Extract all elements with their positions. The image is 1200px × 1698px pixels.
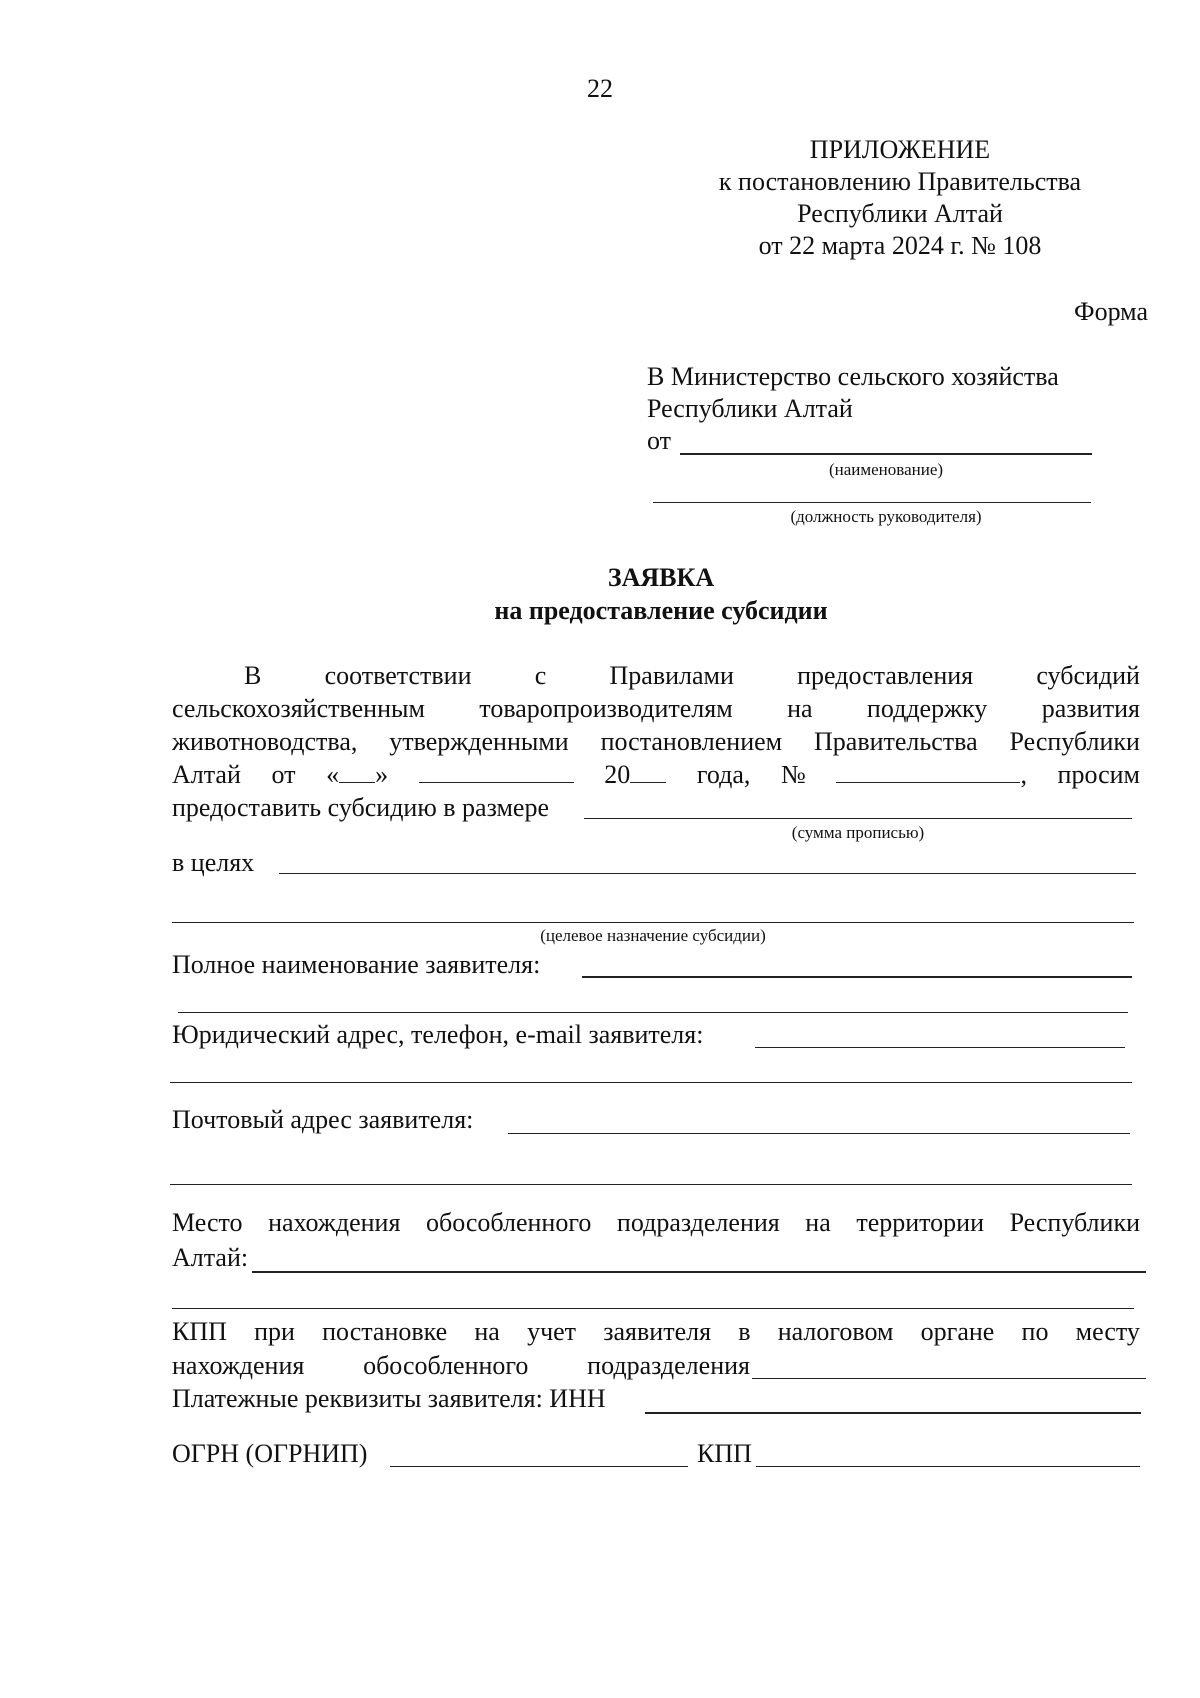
applicant-name-field-line[interactable]: [680, 453, 1092, 455]
word: соответствии: [324, 661, 472, 690]
quote-close: »: [375, 760, 389, 789]
word: Республики: [1009, 727, 1140, 756]
word: субсидий: [1036, 661, 1140, 690]
word: товаропроизводителям: [479, 694, 733, 723]
word: года,: [696, 760, 751, 789]
word: поддержку: [866, 694, 988, 723]
ogrn-field-line[interactable]: [390, 1466, 688, 1467]
position-caption: (должность руководителя): [790, 507, 982, 526]
full-name-field-line[interactable]: [582, 976, 1132, 978]
document-title: ЗАЯВКА: [607, 563, 715, 592]
word: налоговом: [777, 1317, 894, 1346]
postal-address-field-line[interactable]: [508, 1133, 1130, 1134]
word: по: [1021, 1317, 1049, 1346]
resolution-number-field[interactable]: [836, 760, 1020, 783]
day-field[interactable]: [339, 760, 375, 783]
paragraph-line-4: [172, 760, 1140, 790]
paragraph-line-3: [172, 727, 1140, 757]
appendix-title: ПРИЛОЖЕНИЕ: [809, 135, 991, 164]
location-end: Алтай:: [172, 1243, 249, 1272]
appendix-line-3: от 22 марта 2024 г. № 108: [758, 231, 1042, 260]
paragraph-line-5: предоставить субсидию в размере: [172, 793, 550, 822]
word: на: [805, 1208, 831, 1237]
postal-address-label: Почтовый адрес заявителя:: [172, 1105, 474, 1134]
word: просим: [1057, 760, 1140, 789]
word: предоставления: [797, 661, 974, 690]
word: обособленного: [363, 1351, 529, 1380]
word: развития: [1041, 694, 1140, 723]
day-group: [326, 760, 388, 790]
month-field[interactable]: [419, 760, 574, 783]
inn-field-line[interactable]: [645, 1412, 1141, 1414]
appendix-line-2: Республики Алтай: [797, 199, 1003, 228]
form-label: Форма: [1074, 297, 1148, 326]
kpp-line-1: [172, 1317, 1140, 1347]
word: обособленного: [426, 1208, 592, 1237]
word: в: [738, 1317, 751, 1346]
location-field-line[interactable]: [252, 1271, 1146, 1273]
number-sign: №: [781, 760, 806, 789]
full-name-field-line-2[interactable]: [178, 1012, 1128, 1013]
number-group: [836, 760, 1027, 790]
word: животноводства,: [172, 727, 358, 756]
word: нахождения: [268, 1208, 401, 1237]
location-line-1: [172, 1208, 1140, 1238]
kpp-line-2: [172, 1351, 750, 1381]
legal-address-label: Юридический адрес, телефон, e-mail заявителя:: [172, 1020, 704, 1049]
word: утвержденными: [389, 727, 569, 756]
paragraph-line-2: [172, 694, 1140, 724]
word: Республики: [1009, 1208, 1140, 1237]
amount-field-line[interactable]: [584, 818, 1132, 819]
word: месту: [1075, 1317, 1140, 1346]
name-caption: (наименование): [828, 460, 944, 479]
addressee-line-2: Республики Алтай: [647, 394, 853, 423]
word: на: [474, 1317, 500, 1346]
paragraph-line-1: [172, 661, 1140, 691]
kpp-label: КПП: [697, 1439, 752, 1468]
word: территории: [856, 1208, 984, 1237]
position-field-line[interactable]: [653, 502, 1091, 503]
word: Алтай: [172, 760, 241, 789]
word: при: [254, 1317, 295, 1346]
quote-open: «: [326, 760, 340, 789]
addressee-line-1: В Министерство сельского хозяйства: [647, 362, 1059, 391]
purpose-field-line-1[interactable]: [279, 873, 1136, 874]
addressee-from: от: [647, 426, 672, 455]
kpp-value-field-line[interactable]: [756, 1466, 1140, 1467]
kpp-field-line[interactable]: [752, 1378, 1146, 1379]
location-field-line-2[interactable]: [172, 1308, 1134, 1309]
payment-label: Платежные реквизиты заявителя: ИНН: [172, 1384, 606, 1413]
legal-address-field-line[interactable]: [755, 1047, 1125, 1048]
word: учет: [527, 1317, 577, 1346]
year-prefix: 20: [604, 760, 631, 789]
word: постановлением: [600, 727, 783, 756]
postal-address-field-line-2[interactable]: [170, 1184, 1132, 1185]
purpose-caption: (целевое назначение субсидии): [540, 926, 766, 945]
word: нахождения: [172, 1351, 305, 1380]
word: с: [534, 661, 547, 690]
word: В: [244, 661, 262, 690]
full-name-label: Полное наименование заявителя:: [172, 950, 541, 979]
word: Место: [172, 1208, 243, 1237]
year-field[interactable]: [630, 760, 666, 783]
amount-caption: (сумма прописью): [791, 823, 925, 842]
word: органе: [920, 1317, 995, 1346]
word: КПП: [172, 1317, 227, 1346]
ogrn-label: ОГРН (ОГРНИП): [172, 1439, 368, 1468]
legal-address-field-line-2[interactable]: [170, 1082, 1132, 1083]
document-subtitle: на предоставление субсидии: [494, 596, 828, 625]
word: заявителя: [603, 1317, 712, 1346]
word: подразделения: [616, 1208, 780, 1237]
word: на: [787, 694, 813, 723]
word: от: [271, 760, 296, 789]
year-group: [604, 760, 666, 790]
word: сельскохозяйственным: [172, 694, 425, 723]
comma: ,: [1020, 760, 1027, 789]
appendix-line-1: к постановлению Правительства: [718, 167, 1082, 196]
word: подразделения: [587, 1351, 750, 1380]
word: постановке: [322, 1317, 448, 1346]
word: Правительства: [814, 727, 978, 756]
purpose-field-line-2[interactable]: [172, 922, 1134, 923]
purpose-label: в целях: [172, 848, 255, 877]
page-number: 22: [587, 74, 613, 103]
word: Правилами: [609, 661, 734, 690]
